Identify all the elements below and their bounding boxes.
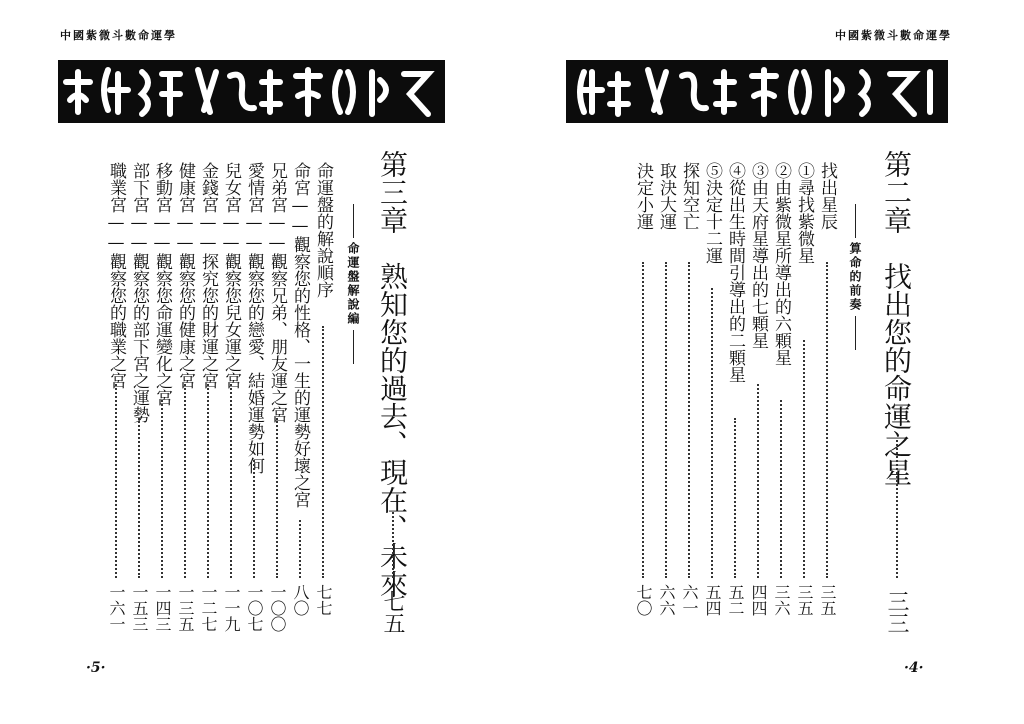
leader-dots: [642, 262, 646, 578]
toc-entry-title[interactable]: 探知空亡: [679, 162, 699, 230]
leader-dots: [665, 262, 669, 578]
toc-entry-title[interactable]: 金錢宮——探究您的財運之宮: [198, 162, 218, 389]
toc-entry-title[interactable]: ②由紫微星所導出的六顆星: [771, 162, 791, 366]
toc-entry-title[interactable]: 取決大運: [656, 162, 676, 230]
page-number: ·4·: [904, 660, 924, 676]
toc-entry-title[interactable]: 職業宮——觀察您的職業之宮: [106, 162, 126, 389]
decorative-seal-script-banner: [566, 60, 948, 123]
toc-entry-page: 一四三: [153, 584, 172, 632]
toc-entry-page: 一五三: [130, 584, 149, 632]
leader-dots: [138, 418, 142, 578]
toc-entry-page: 一二七: [199, 584, 218, 632]
toc-entry-title[interactable]: 決定小運: [633, 162, 653, 230]
toc-entry-page: 一一九: [222, 584, 241, 632]
page-number: ·5·: [86, 660, 106, 676]
toc-entry-page: 七七: [314, 584, 333, 616]
leader-dots: [734, 418, 738, 578]
toc-entry-title[interactable]: 部下宮——觀察您的部下宮之運勢: [129, 162, 149, 423]
running-head: 中國紫微斗數命運學: [60, 29, 177, 42]
toc-entry-page: 三六: [772, 584, 791, 616]
toc-entry-page: 一〇〇: [268, 584, 287, 632]
toc-entry-page: 六六: [657, 584, 676, 616]
toc-entry-title[interactable]: 命運盤的解說順序: [313, 162, 333, 298]
toc-entry-page: 八〇: [291, 584, 310, 616]
toc-entry-title[interactable]: ④從出生時間引導出的二顆星: [725, 162, 745, 383]
toc-entry-page: 五二: [726, 584, 745, 616]
toc-entry-page: 四四: [749, 584, 768, 616]
leader-dots: [276, 418, 280, 578]
leader-dots: [826, 262, 830, 578]
toc-entry-page: 一六一: [107, 584, 126, 632]
toc-entry-title[interactable]: 找出星辰: [817, 162, 837, 230]
toc-entry-title[interactable]: ①尋找紫微星: [794, 162, 814, 264]
toc-entry-title[interactable]: 命宮——觀察您的性格、一生的運勢好壞之宮: [290, 162, 310, 508]
toc-entry-title[interactable]: 兒女宮——觀察您兒女運之宮: [221, 162, 241, 389]
leader-dots: [896, 440, 900, 578]
toc-entry-page: 六一: [680, 584, 699, 616]
leader-dots: [161, 400, 165, 578]
section-title: 算命的前奏: [842, 200, 868, 354]
right-page: [512, 0, 1024, 724]
toc-entry-title[interactable]: 兄弟宮——觀察兄弟、朋友運之宮: [267, 162, 287, 423]
leader-dots: [299, 520, 303, 578]
leader-dots: [115, 384, 119, 578]
running-head: 中國紫微斗數命運學: [835, 29, 952, 42]
chapter-page: 三三: [884, 590, 909, 634]
leader-dots: [253, 460, 257, 578]
toc-entry-title[interactable]: 健康宮——觀察您的健康之宮: [175, 162, 195, 389]
toc-entry-title[interactable]: ⑤決定十二運: [702, 162, 722, 264]
toc-entry-title[interactable]: ③由天府星導出的七顆星: [748, 162, 768, 349]
decorative-seal-script-banner: [58, 60, 445, 123]
chapter-page: 七五: [380, 590, 405, 634]
leader-dots: [230, 384, 234, 578]
toc-entry-page: 七〇: [634, 584, 653, 616]
toc-entry-page: 三五: [818, 584, 837, 616]
leader-dots: [803, 340, 807, 578]
toc-entry-page: 三五: [795, 584, 814, 616]
toc-entry-title[interactable]: 移動宮——觀察您命運變化之宮: [152, 162, 172, 406]
toc-entry-page: 一〇七: [245, 584, 264, 632]
section-title: 命運盤解說編: [340, 200, 366, 368]
leader-dots: [322, 326, 326, 578]
toc-entry-title[interactable]: 愛情宮——觀察您的戀愛、結婚運勢如何: [244, 162, 264, 474]
leader-dots: [711, 288, 715, 578]
leader-dots: [688, 262, 692, 578]
leader-dots: [207, 384, 211, 578]
chapter-title: 第三章 熟知您的過去、現在、未來: [376, 150, 409, 598]
leader-dots: [184, 384, 188, 578]
chapter-title: 第二章 找出您的命運之星: [880, 150, 913, 486]
leader-dots: [757, 384, 761, 578]
toc-entry-page: 一三五: [176, 584, 195, 632]
leader-dots: [392, 512, 396, 578]
toc-entry-page: 五四: [703, 584, 722, 616]
leader-dots: [780, 400, 784, 578]
